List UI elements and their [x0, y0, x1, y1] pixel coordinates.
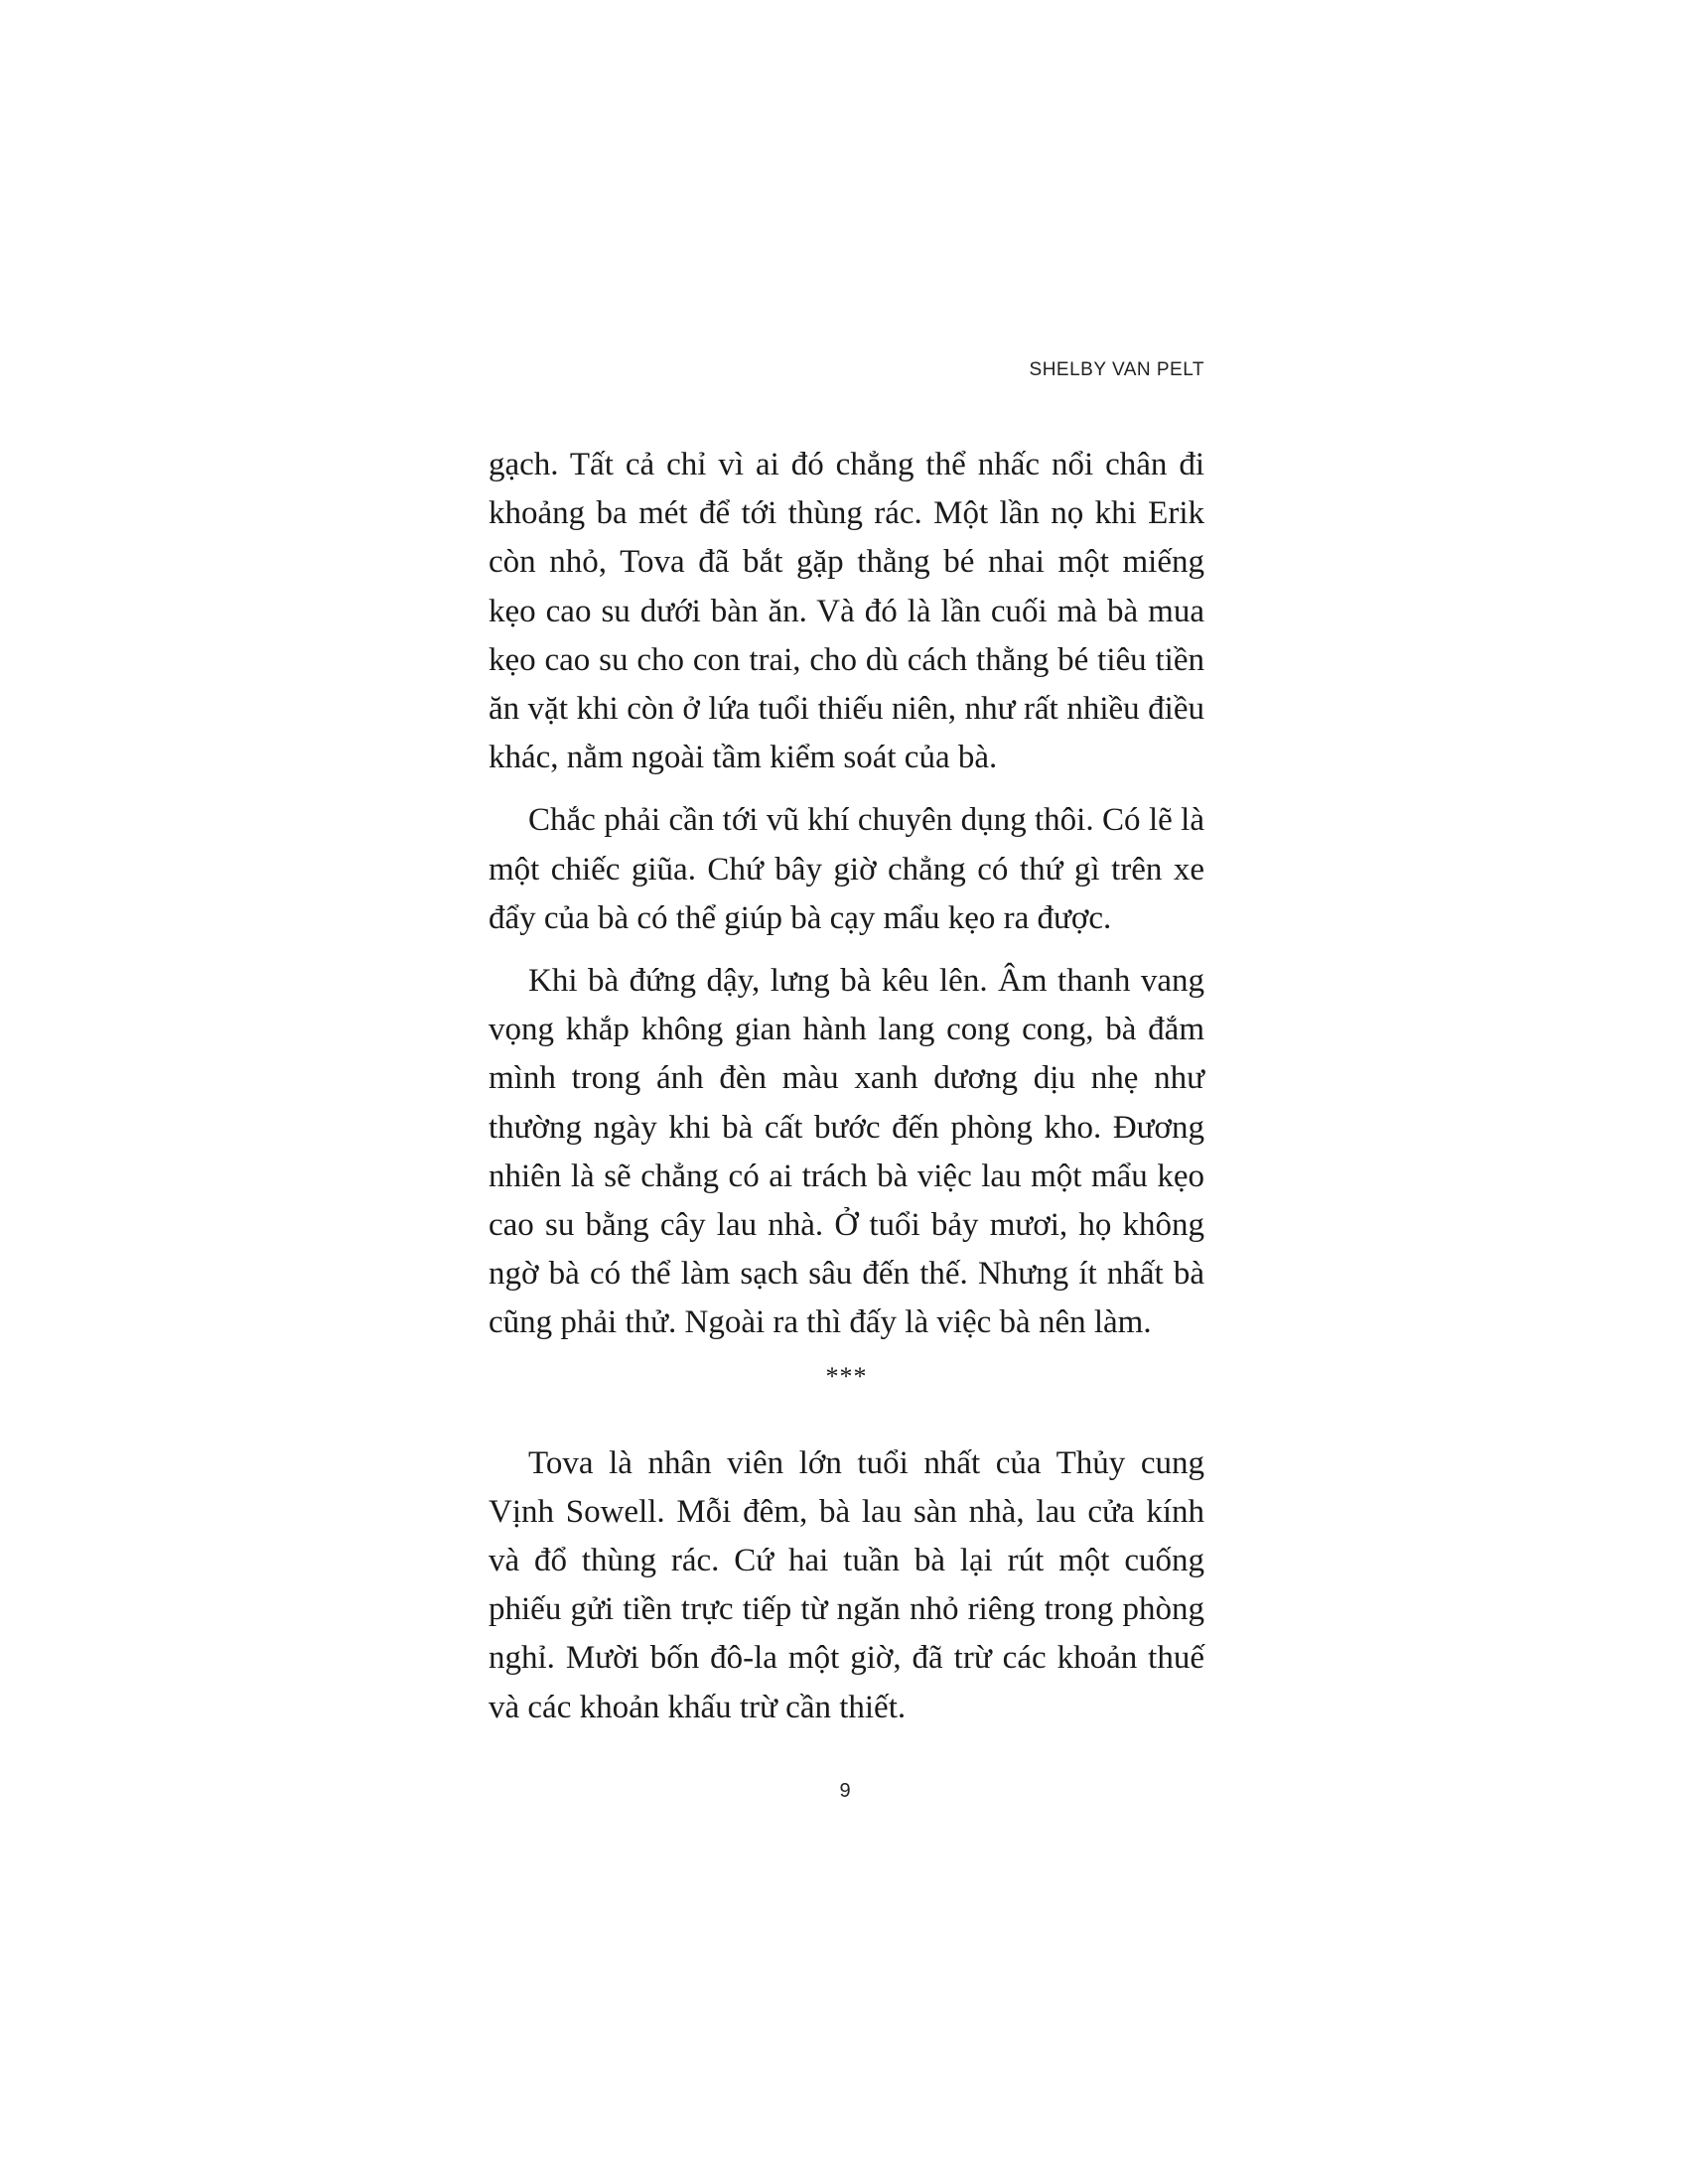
scene-break: ***	[825, 1361, 868, 1391]
paragraph: Tova là nhân viên lớn tuổi nhất của Thủy cung Vịnh Sowell. Mỗi đêm, bà lau sàn nhà, lau cửa kính và đổ thùng rác. Cứ hai tuần bà lại rút một cuống phiếu gửi tiền trực tiếp từ ngăn nhỏ riêng trong phòng nghỉ. Mười bốn đô-la một giờ, đã trừ các khoản thuế và các khoản khấu trừ cần thiết.	[489, 1444, 1204, 1725]
running-header-author: SHELBY VAN PELT	[1029, 359, 1204, 380]
paragraph: Khi bà đứng dậy, lưng bà kêu lên. Âm thanh vang vọng khắp không gian hành lang cong cong, bà đắm mình trong ánh đèn màu xanh dương dịu nhẹ như thường ngày khi bà cất bước đến phòng kho. Đương nhiên là sẽ chẳng có ai trách bà việc lau một mẩu kẹo cao su bằng cây lau nhà. Ở tuổi bảy mươi, họ không ngờ bà có thể làm sạch sâu đến thế. Nhưng ít nhất bà cũng phải thử. Ngoài ra thì đấy là việc bà nên làm.	[489, 963, 1204, 1341]
page-number: 9	[839, 1780, 851, 1802]
paragraph-continuation: gạch. Tất cả chỉ vì ai đó chẳng thể nhấc nổi chân đi khoảng ba mét để tới thùng rác. Một lần nọ khi Erik còn nhỏ, Tova đã bắt gặp thằng bé nhai một miếng kẹo cao su dưới bàn ăn. Và đó là lần cuối mà bà mua kẹo cao su cho con trai, cho dù cách thằng bé tiêu tiền ăn vặt khi còn ở lứa tuổi thiếu niên, như rất nhiều điều khác, nằm ngoài tầm kiểm soát của bà.	[489, 447, 1204, 776]
paragraph: Chắc phải cần tới vũ khí chuyên dụng thôi. Có lẽ là một chiếc giũa. Chứ bây giờ chẳng có thứ gì trên xe đẩy của bà có thể giúp bà cạy mẩu kẹo ra được.	[489, 802, 1204, 936]
body-text	[489, 441, 1204, 1746]
